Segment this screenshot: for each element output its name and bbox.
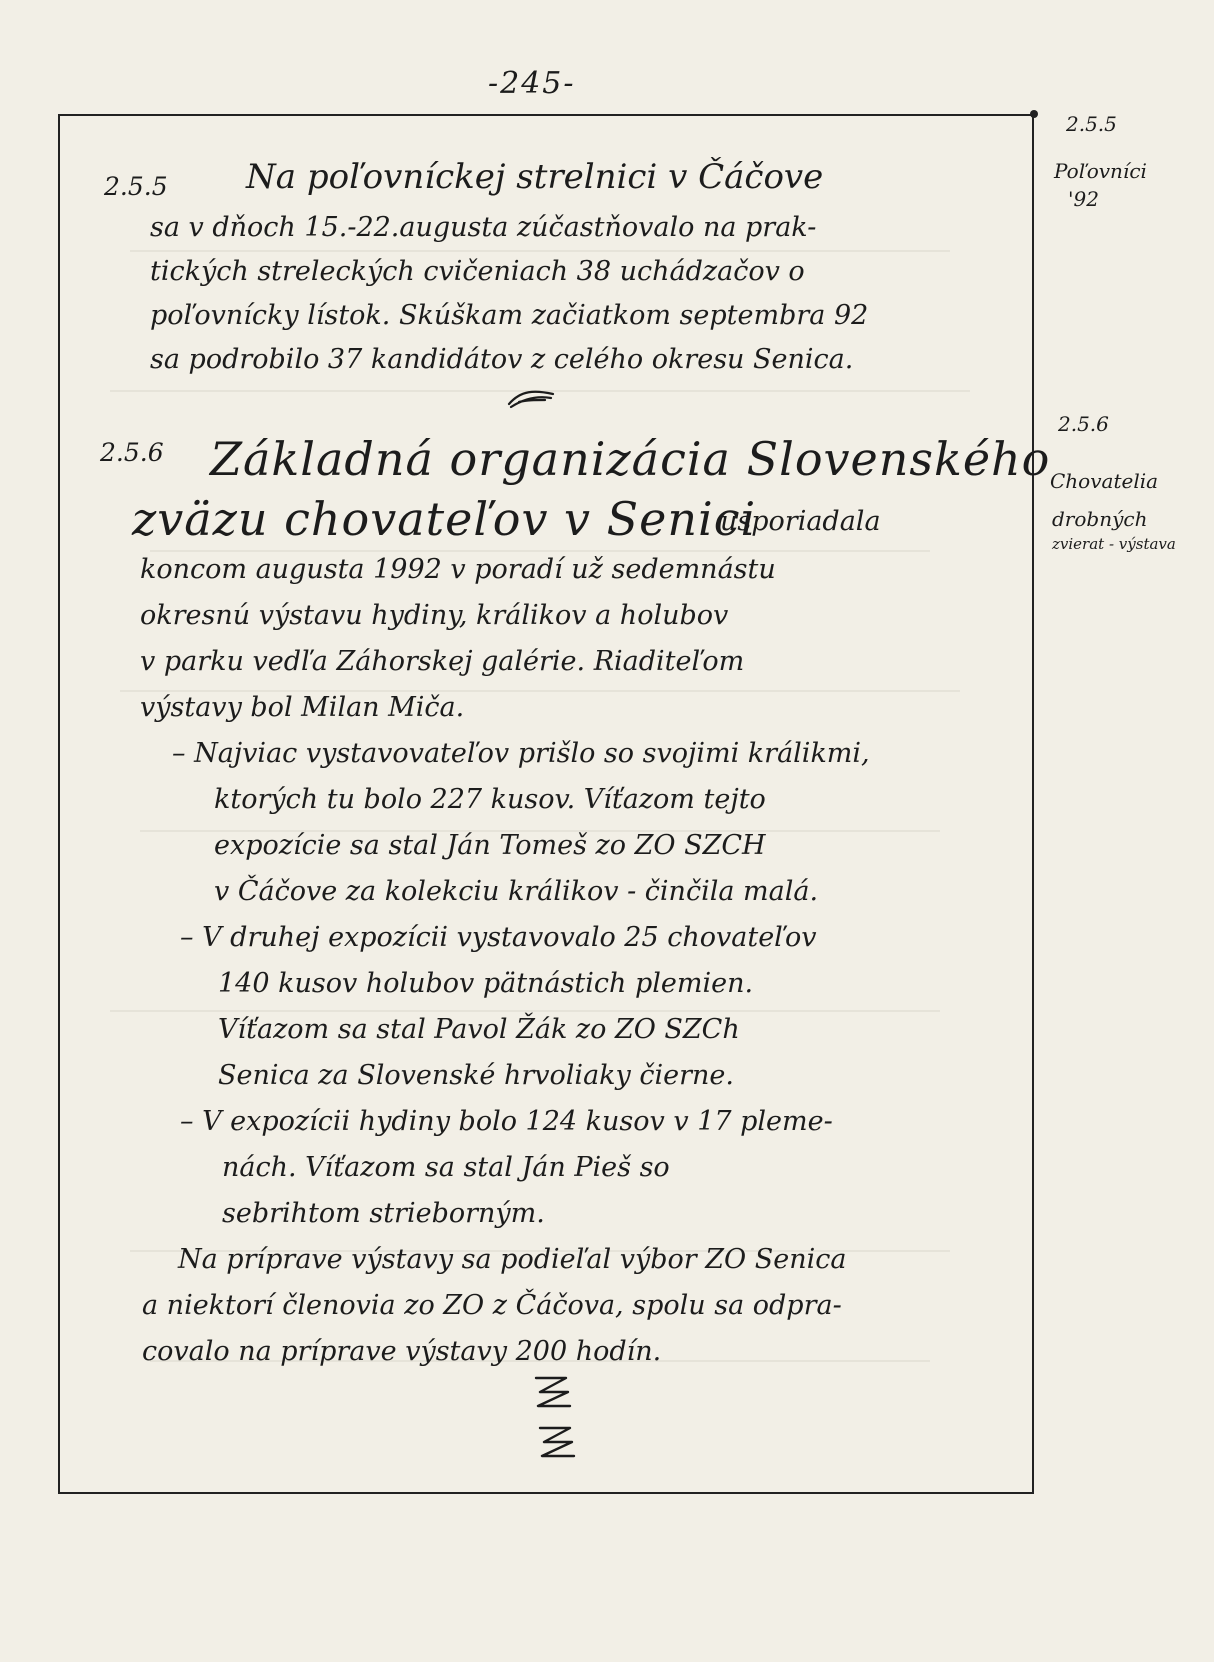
end-mark-2 — [534, 1422, 578, 1462]
section-2-title-tail: usporiadala — [720, 506, 881, 537]
section-divider-flourish — [505, 388, 557, 410]
margin-note-2-line-2: drobných — [1052, 507, 1148, 531]
margin-note-2-line-1: Chovatelia — [1050, 469, 1159, 493]
section-2-line-6: ktorých tu bolo 227 kusov. Víťazom tejto — [214, 784, 766, 815]
section-2-line-1: koncom augusta 1992 v poradí už sedemnástu — [140, 554, 776, 585]
section-2-line-10: 140 kusov holubov pätnástich plemien. — [218, 968, 754, 999]
section-2-line-16: Na príprave výstavy sa podieľal výbor ZO Senica — [178, 1244, 847, 1275]
section-1-line-3: poľovnícky lístok. Skúškam začiatkom septembra 92 — [150, 300, 869, 331]
margin-note-2-line-3: zvierat - výstava — [1052, 535, 1176, 553]
margin-note-1-line-1: Poľovníci — [1054, 159, 1147, 183]
frame-corner-mark — [1030, 110, 1038, 118]
section-2-line-3: v parku vedľa Záhorskej galérie. Riaditeľom — [140, 646, 745, 677]
section-2-line-12: Senica za Slovenské hrvoliaky čierne. — [218, 1060, 734, 1091]
end-mark-1 — [530, 1372, 574, 1412]
section-1-line-1: sa v dňoch 15.-22.augusta zúčastňovalo na prak- — [150, 212, 817, 243]
section-2-line-9: – V druhej expozícii vystavovalo 25 chovateľov — [180, 922, 817, 953]
section-2-line-4: výstavy bol Milan Miča. — [140, 692, 465, 723]
section-2-line-18: covalo na príprave výstavy 200 hodín. — [142, 1336, 662, 1367]
section-2-line-15: sebrihtom strieborným. — [222, 1198, 545, 1229]
section-1-title: Na poľovníckej strelnici v Čáčove — [246, 157, 824, 197]
page-number: -245- — [488, 66, 576, 101]
margin-note-2-number: 2.5.6 — [1058, 412, 1109, 436]
section-2-number: 2.5.6 — [100, 438, 164, 467]
section-2-line-5: – Najviac vystavovateľov prišlo so svojimi králikmi, — [172, 738, 870, 769]
section-2-line-7: expozície sa stal Ján Tomeš zo ZO SZCH — [214, 830, 766, 861]
section-2-line-11: Víťazom sa stal Pavol Žák zo ZO SZCh — [218, 1014, 740, 1045]
section-2-title-line-1: Základná organizácia Slovenského — [210, 432, 1051, 486]
section-2-line-8: v Čáčove za kolekciu králikov - činčila malá. — [214, 876, 819, 907]
section-2-line-13: – V expozícii hydiny bolo 124 kusov v 17 pleme- — [180, 1106, 833, 1137]
section-2-line-14: nách. Víťazom sa stal Ján Pieš so — [222, 1152, 670, 1183]
margin-note-1-line-2: '92 — [1068, 187, 1099, 211]
section-2-line-2: okresnú výstavu hydiny, králikov a holubov — [140, 600, 729, 631]
margin-note-1-number: 2.5.5 — [1066, 112, 1117, 136]
section-1-line-4: sa podrobilo 37 kandidátov z celého okresu Senica. — [150, 344, 854, 375]
section-2-line-17: a niektorí členovia zo ZO z Čáčova, spolu sa odpra- — [142, 1290, 842, 1321]
section-1-number: 2.5.5 — [104, 172, 168, 201]
section-1-line-2: tických streleckých cvičeniach 38 uchádzačov o — [150, 256, 805, 287]
section-2-title-line-2: zväzu chovateľov v Senici — [132, 492, 757, 546]
